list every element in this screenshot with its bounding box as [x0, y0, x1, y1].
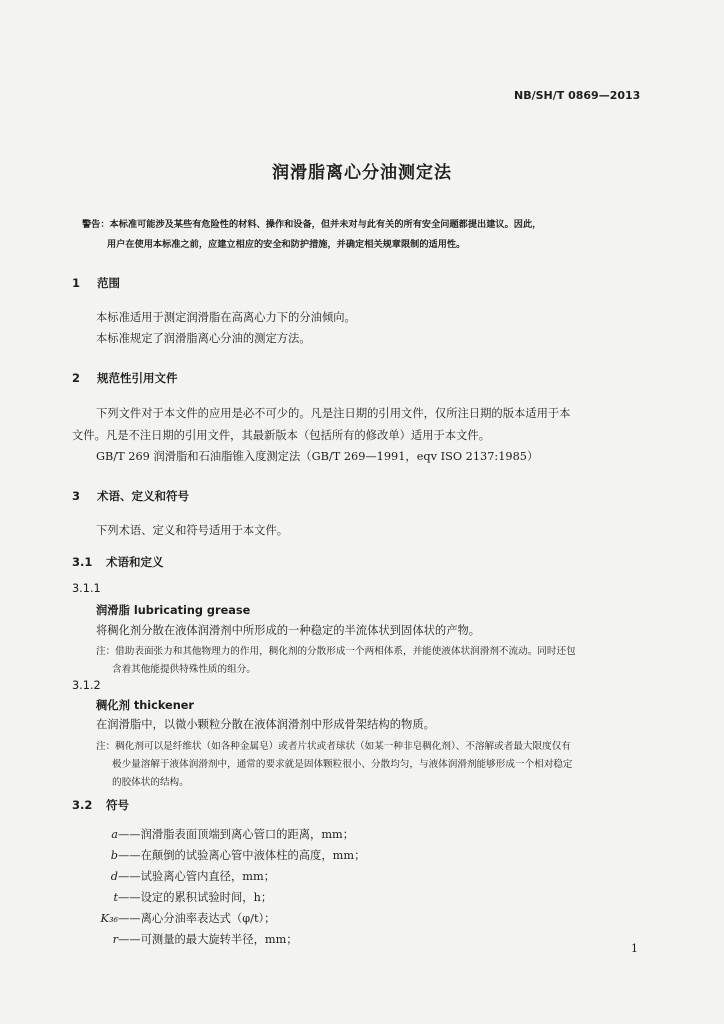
symbol-desc: ——设定的累积试验时间，h； — [118, 891, 273, 904]
symbol-desc: ——在颠倒的试验离心管中液体柱的高度，mm； — [118, 849, 366, 862]
symbol-row — [84, 889, 272, 905]
subsection-3-1-heading — [72, 554, 164, 570]
symbol-desc: ——试验离心管内直径，mm； — [118, 870, 275, 883]
section-number: 2 — [72, 371, 81, 385]
subsection-3-2-heading — [72, 797, 129, 813]
term-number: 3.1.1 — [72, 582, 101, 595]
note: 极少量溶解于液体润滑剂中，通常的要求就是固体颗粒很小、分散均匀，与液体润滑剂能够形成一个相对稳定 — [112, 759, 573, 770]
section-number: 3.2 — [72, 798, 93, 812]
symbol-row — [84, 931, 298, 947]
warning-line-2: 用户在使用本标准之前，应建立相应的安全和防护措施，并确定相关规章限制的适用性。 — [107, 239, 466, 250]
term-definition: 将稠化剂分散在液体润滑剂中所形成的一种稳定的半流体状到固体状的产物。 — [96, 624, 481, 637]
term-name: 稠化剂 thickener — [96, 699, 194, 712]
paragraph: 本标准规定了润滑脂离心分油的测定方法。 — [96, 332, 311, 345]
term-definition: 在润滑脂中，以微小颗粒分散在液体润滑剂中形成骨架结构的物质。 — [96, 718, 435, 731]
standard-code: NB/SH/T 0869—2013 — [514, 89, 641, 102]
reference-entry: GB/T 269 润滑脂和石油脂锥入度测定法（GB/T 269—1991，eqv ISO 2137:1985） — [96, 450, 539, 463]
section-number: 3.1 — [72, 555, 93, 569]
note: 注：借助表面张力和其他物理力的作用，稠化剂的分散形成一个两相体系，并能使液体状润滑剂不流动。同时还包 — [96, 646, 576, 657]
note: 注：稠化剂可以是纤维状（如各种金属皂）或者片状或者球状（如某一种非皂稠化剂）、不溶解或者最大限度仅有 — [96, 741, 571, 752]
symbol-key: d — [110, 870, 118, 883]
symbol-row — [84, 910, 275, 926]
paragraph: 下列文件对于本文件的应用是必不可少的。凡是注日期的引用文件，仅所注日期的版本适用于本 — [96, 407, 571, 420]
warning-line-1: 警告：本标准可能涉及某些有危险性的材料、操作和设备，但并未对与此有关的所有安全问题都提出建议。因此， — [82, 219, 542, 230]
term-name: 润滑脂 lubricating grease — [96, 604, 251, 617]
document-title: 润滑脂离心分油测定法 — [272, 163, 452, 183]
section-title: 符号 — [106, 798, 129, 812]
section-title: 范围 — [97, 276, 120, 290]
symbol-desc: ——离心分油率表达式（φ/t）； — [118, 912, 276, 925]
section-number: 1 — [72, 276, 81, 290]
note: 的胶体状的结构。 — [112, 777, 189, 788]
symbol-key: K₃₆ — [100, 912, 118, 925]
note: 含着其他能提供特殊性质的组分。 — [112, 664, 256, 675]
section-2-heading — [72, 370, 178, 386]
symbol-row — [84, 868, 275, 884]
symbol-row — [84, 847, 365, 863]
section-3-heading — [72, 488, 189, 504]
symbol-key: r — [112, 933, 118, 946]
section-number: 3 — [72, 489, 81, 503]
section-title: 术语和定义 — [106, 555, 164, 569]
symbol-key: b — [110, 849, 118, 862]
page-number: 1 — [631, 942, 638, 955]
paragraph: 下列术语、定义和符号适用于本文件。 — [96, 524, 289, 537]
section-1-heading — [72, 275, 120, 291]
symbol-key: t — [113, 891, 118, 904]
section-title: 规范性引用文件 — [97, 371, 178, 385]
symbol-key: a — [111, 828, 118, 841]
paragraph: 文件。凡是不注日期的引用文件，其最新版本（包括所有的修改单）适用于本文件。 — [72, 429, 490, 442]
symbol-row — [84, 826, 354, 842]
symbol-desc: ——润滑脂表面顶端到离心管口的距离，mm； — [118, 828, 355, 841]
section-title: 术语、定义和符号 — [97, 489, 189, 503]
symbol-desc: ——可测量的最大旋转半径，mm； — [118, 933, 298, 946]
term-number: 3.1.2 — [72, 679, 101, 692]
paragraph: 本标准适用于测定润滑脂在高离心力下的分油倾向。 — [96, 311, 356, 324]
